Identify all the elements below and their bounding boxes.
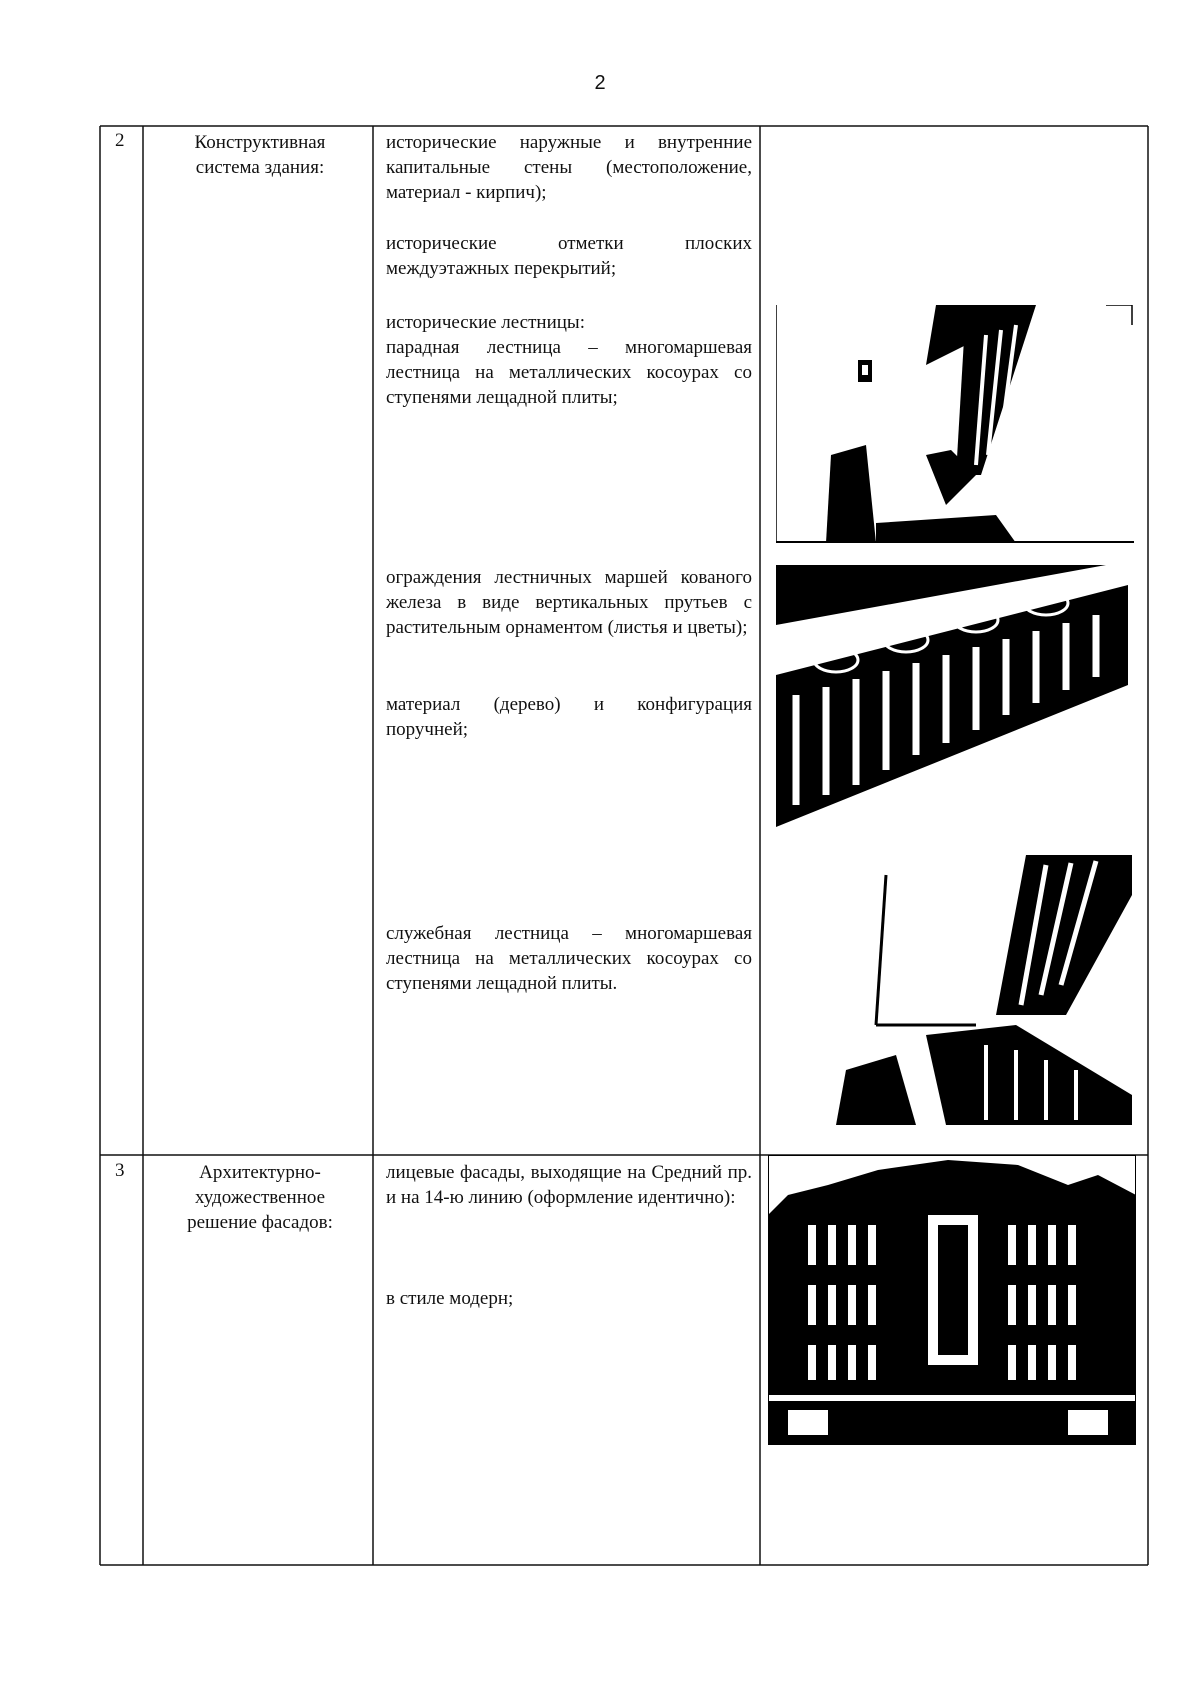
criterion-line: система здания: — [195, 157, 325, 178]
item-railings: ограждения лестничных маршей кованого железа в виде вертикальных прутьев с растительным орнаментом (листья и цветы); — [386, 567, 752, 638]
item-style: в стиле модерн; — [386, 1288, 514, 1309]
row-number: 2 — [115, 130, 125, 151]
item-facades: лицевые фасады, выходящие на Средний пр. и на 14-ю линию (оформление идентично): — [386, 1162, 752, 1208]
criterion-line: Архитектурно- — [199, 1162, 321, 1183]
photo-main-staircase — [776, 305, 1134, 543]
photo-railing — [776, 565, 1128, 827]
item-service-staircase: служебная лестница – многомаршевая лестница на металлических косоурах со ступенями лещадной плиты. — [386, 923, 752, 994]
item-walls: исторические наружные и внутренние капитальные стены (местоположение, материал - кирпич); — [386, 132, 752, 203]
item-handrails: материал (дерево) и конфигурация поручней; — [386, 694, 752, 740]
row-number: 3 — [115, 1160, 125, 1181]
item-floors: исторические отметки плоских междуэтажных перекрытий; — [386, 233, 752, 279]
item-main-staircase: парадная лестница – многомаршевая лестница на металлических косоурах со ступенями лещадной плиты; — [386, 337, 752, 408]
criterion-line: решение фасадов: — [187, 1212, 333, 1233]
photo-facade — [768, 1155, 1136, 1445]
photo-service-staircase — [836, 855, 1132, 1125]
criterion-cell — [155, 130, 365, 180]
criterion-cell — [155, 1160, 365, 1235]
criterion-line: Конструктивная — [194, 132, 326, 153]
item-stairs-heading: исторические лестницы: — [386, 312, 585, 333]
criterion-line: художественное — [194, 1187, 326, 1208]
page-number: 2 — [594, 72, 606, 94]
